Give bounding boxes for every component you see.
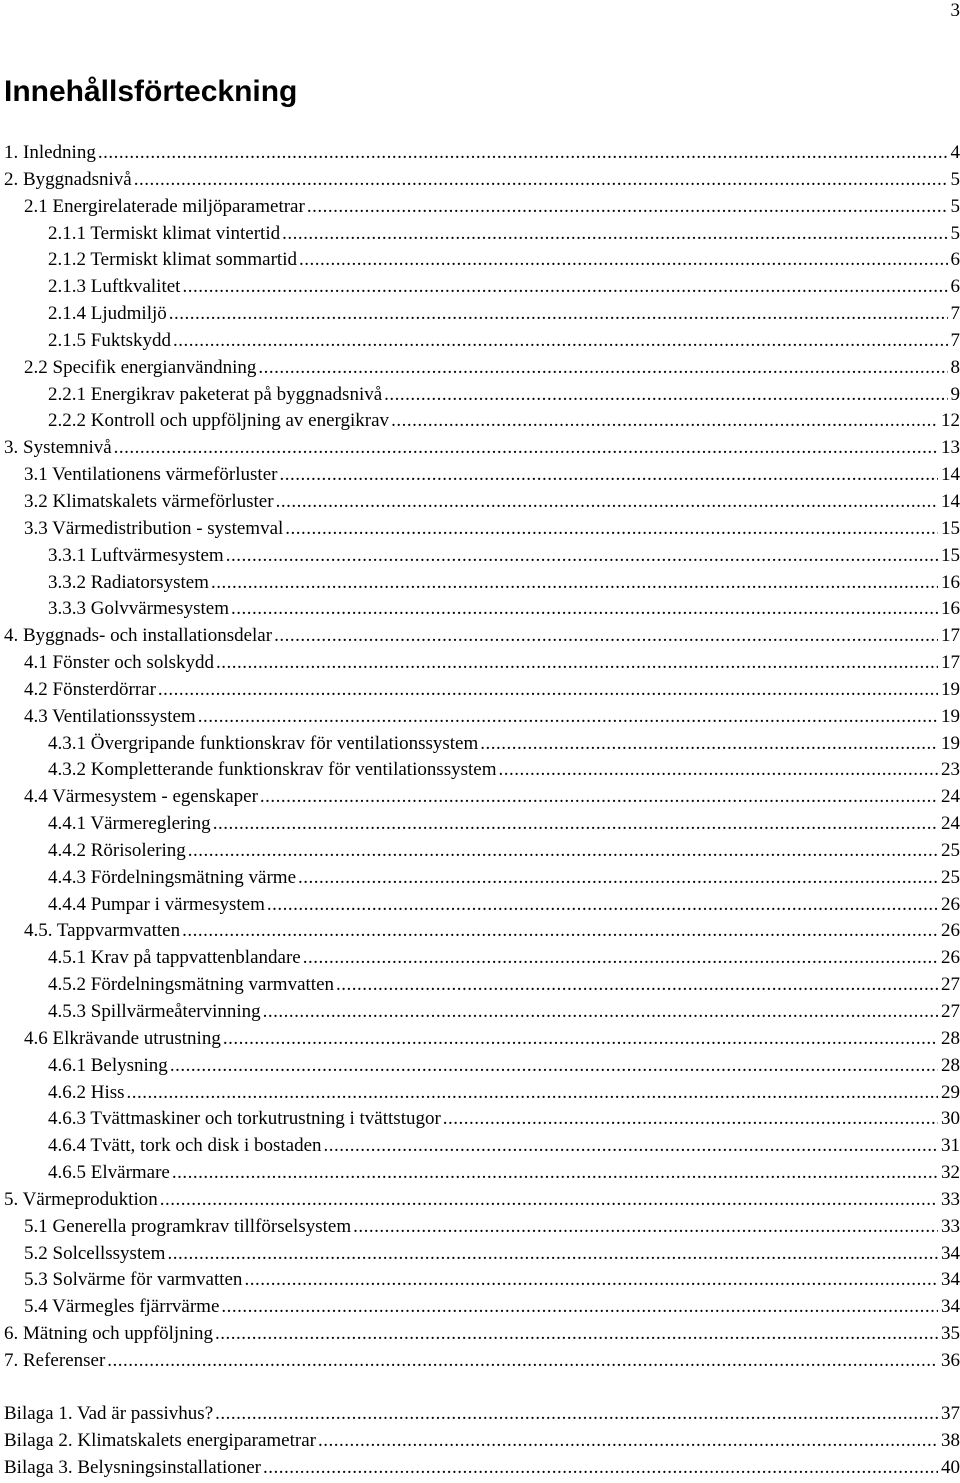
dot-leader bbox=[285, 516, 938, 543]
toc-entry-label: 4.4.2 Rörisolering bbox=[48, 839, 186, 861]
toc-entry[interactable] bbox=[0, 757, 960, 784]
toc-entry[interactable] bbox=[0, 355, 960, 382]
dot-leader bbox=[169, 301, 948, 328]
dot-leader bbox=[114, 435, 938, 462]
toc-entry-label: 4.6.5 Elvärmare bbox=[48, 1162, 170, 1184]
toc-entry-page: 25 bbox=[941, 866, 960, 888]
toc-entry-label: 7. Referenser bbox=[4, 1349, 106, 1371]
toc-entry[interactable] bbox=[0, 1187, 960, 1214]
toc-entry[interactable] bbox=[0, 140, 960, 167]
dot-leader bbox=[299, 247, 948, 274]
toc-entry[interactable] bbox=[0, 435, 960, 462]
toc-entry-page: 12 bbox=[941, 410, 960, 432]
toc-entry[interactable] bbox=[0, 221, 960, 248]
toc-entry[interactable] bbox=[0, 972, 960, 999]
dot-leader bbox=[391, 408, 938, 435]
dot-leader bbox=[167, 1241, 938, 1268]
toc-entry-label: Bilaga 3. Belysningsinstallationer bbox=[4, 1456, 261, 1478]
toc-entry[interactable] bbox=[0, 811, 960, 838]
dot-leader bbox=[318, 1428, 938, 1455]
toc-entry-label: 4.4.3 Fördelningsmätning värme bbox=[48, 866, 297, 888]
toc-entry-page: 37 bbox=[941, 1402, 960, 1424]
toc-entry-label: 2.1.5 Fuktskydd bbox=[48, 329, 171, 351]
dot-leader bbox=[276, 489, 938, 516]
toc-entry-label: 4.6.1 Belysning bbox=[48, 1054, 168, 1076]
dot-leader bbox=[231, 596, 938, 623]
dot-leader bbox=[303, 945, 938, 972]
appendix-entry[interactable] bbox=[0, 1428, 960, 1455]
toc-entry[interactable] bbox=[0, 274, 960, 301]
dot-leader bbox=[298, 865, 938, 892]
toc-entry-label: 4.2 Fönsterdörrar bbox=[24, 678, 156, 700]
toc-entry-page: 17 bbox=[941, 625, 960, 647]
toc-entry-page: 27 bbox=[941, 1001, 960, 1022]
toc-entry-label: 5.2 Solcellssystem bbox=[24, 1242, 166, 1264]
dot-leader bbox=[216, 650, 938, 677]
toc-entry-page: 29 bbox=[941, 1081, 960, 1103]
toc-entry[interactable] bbox=[0, 677, 960, 704]
toc-entry-page: 30 bbox=[941, 1108, 960, 1130]
toc-entry-page: 16 bbox=[941, 598, 960, 620]
toc-entry[interactable] bbox=[0, 1214, 960, 1241]
toc-entry-page: 5 bbox=[950, 222, 960, 244]
toc-entry[interactable] bbox=[0, 704, 960, 731]
toc-entry-label: 3.3.3 Golvvärmesystem bbox=[48, 598, 230, 620]
toc-entry-page: 26 bbox=[941, 920, 960, 942]
page-title: Innehållsförteckning bbox=[4, 75, 298, 108]
toc-entry[interactable] bbox=[0, 194, 960, 221]
dot-leader bbox=[223, 1026, 938, 1053]
dot-leader bbox=[173, 328, 948, 355]
table-of-contents bbox=[0, 140, 960, 1481]
dot-leader bbox=[260, 784, 938, 811]
toc-entry-page: 32 bbox=[941, 1162, 960, 1184]
toc-entry-label: 2.1.2 Termiskt klimat sommartid bbox=[48, 249, 297, 271]
toc-entry[interactable] bbox=[0, 543, 960, 570]
toc-entry[interactable] bbox=[0, 1106, 960, 1133]
toc-entry[interactable] bbox=[0, 167, 960, 194]
toc-entry[interactable] bbox=[0, 623, 960, 650]
toc-entry-label: 2. Byggnadsnivå bbox=[4, 168, 132, 190]
toc-entry-page: 17 bbox=[941, 652, 960, 674]
dot-leader bbox=[198, 704, 938, 731]
toc-entry-label: 5.1 Generella programkrav tillförselsystem bbox=[24, 1215, 352, 1237]
dot-leader bbox=[182, 918, 938, 945]
page-number-text: 3 bbox=[950, 0, 960, 21]
section-spacer bbox=[0, 1375, 960, 1401]
dot-leader bbox=[211, 570, 938, 597]
toc-entry[interactable] bbox=[0, 247, 960, 274]
toc-entry-page: 36 bbox=[941, 1349, 960, 1371]
dot-leader bbox=[107, 1348, 938, 1375]
toc-entry-label: 3.3 Värmedistribution - systemval bbox=[24, 517, 284, 539]
toc-entry-label: 4.5.2 Fördelningsmätning varmvatten bbox=[48, 974, 335, 996]
toc-entry-page: 27 bbox=[941, 974, 960, 996]
toc-entry-label: 6. Mätning och uppföljning bbox=[4, 1323, 213, 1345]
toc-entry[interactable] bbox=[0, 596, 960, 623]
toc-entry-label: 4.3.1 Övergripande funktionskrav för ventilationssystem bbox=[48, 732, 479, 754]
toc-entry[interactable] bbox=[0, 489, 960, 516]
dot-leader bbox=[258, 355, 947, 382]
toc-entry-label: 3.1 Ventilationens värmeförluster bbox=[24, 464, 278, 486]
toc-entry[interactable] bbox=[0, 462, 960, 489]
toc-entry-page: 26 bbox=[941, 893, 960, 915]
toc-entry-page: 34 bbox=[941, 1296, 960, 1318]
toc-entry-page: 5 bbox=[950, 195, 960, 217]
toc-entry-label: 2.2.1 Energikrav paketerat på byggnadsnivå bbox=[48, 383, 383, 405]
toc-entry[interactable] bbox=[0, 516, 960, 543]
toc-entry-page: 16 bbox=[941, 571, 960, 593]
dot-leader bbox=[244, 1267, 938, 1294]
dot-leader bbox=[263, 999, 938, 1026]
toc-entry-page: 33 bbox=[941, 1188, 960, 1210]
toc-entry-label: 2.1.3 Luftkvalitet bbox=[48, 276, 181, 298]
dot-leader bbox=[172, 1160, 938, 1187]
toc-entry-label: 4.3.2 Kompletterande funktionskrav för ventilationssystem bbox=[48, 759, 497, 781]
dot-leader bbox=[127, 1080, 938, 1107]
toc-entry-page: 26 bbox=[941, 947, 960, 969]
dot-leader bbox=[307, 194, 948, 221]
toc-entry[interactable] bbox=[0, 731, 960, 758]
toc-entry-label: 5.3 Solvärme för varmvatten bbox=[24, 1269, 243, 1291]
dot-leader bbox=[263, 1455, 938, 1482]
dot-leader bbox=[160, 1187, 938, 1214]
toc-entry-label: Bilaga 1. Vad är passivhus? bbox=[4, 1402, 214, 1424]
toc-entry[interactable] bbox=[0, 918, 960, 945]
dot-leader bbox=[215, 1401, 938, 1428]
toc-entry[interactable] bbox=[0, 328, 960, 355]
dot-leader bbox=[226, 543, 938, 570]
toc-entry-label: 3. Systemnivå bbox=[4, 437, 112, 459]
toc-entry-page: 19 bbox=[941, 732, 960, 754]
toc-entry[interactable] bbox=[0, 892, 960, 919]
toc-entry-label: 4.4.1 Värmereglering bbox=[48, 813, 211, 835]
toc-entry-page: 14 bbox=[941, 464, 960, 486]
dot-leader bbox=[170, 1053, 938, 1080]
toc-entry[interactable] bbox=[0, 1026, 960, 1053]
dot-leader bbox=[182, 274, 947, 301]
appendix-entry[interactable] bbox=[0, 1401, 960, 1428]
toc-entry-label: 4.3 Ventilationssystem bbox=[24, 705, 196, 727]
toc-entry-label: Bilaga 2. Klimatskalets energiparametrar bbox=[4, 1429, 316, 1451]
toc-entry-page: 28 bbox=[941, 1027, 960, 1049]
toc-entry-label: 2.2.2 Kontroll och uppföljning av energikrav bbox=[48, 410, 390, 432]
dot-leader bbox=[98, 140, 948, 167]
toc-entry-page: 19 bbox=[941, 678, 960, 700]
toc-entry-page: 28 bbox=[941, 1054, 960, 1076]
toc-entry-label: 4.5.3 Spillvärmeåtervinning bbox=[48, 1001, 261, 1022]
toc-entry-page: 24 bbox=[941, 813, 960, 835]
toc-entry-label: 4.4.4 Pumpar i värmesystem bbox=[48, 893, 265, 915]
dot-leader bbox=[480, 731, 938, 758]
toc-entry[interactable] bbox=[0, 1241, 960, 1268]
toc-entry[interactable] bbox=[0, 1348, 960, 1375]
toc-entry-page: 15 bbox=[941, 517, 960, 539]
toc-entry[interactable] bbox=[0, 865, 960, 892]
toc-entry[interactable] bbox=[0, 1160, 960, 1187]
toc-entry-label: 4.6 Elkrävande utrustning bbox=[24, 1027, 221, 1049]
dot-leader bbox=[279, 462, 938, 489]
toc-entry-page: 24 bbox=[941, 786, 960, 808]
dot-leader bbox=[499, 757, 938, 784]
toc-entry[interactable] bbox=[0, 838, 960, 865]
dot-leader bbox=[188, 838, 938, 865]
toc-entry[interactable] bbox=[0, 784, 960, 811]
toc-entry[interactable] bbox=[0, 1133, 960, 1160]
toc-entry-page: 31 bbox=[941, 1135, 960, 1157]
toc-entry-page: 6 bbox=[950, 249, 960, 271]
toc-entry-label: 2.2 Specifik energianvändning bbox=[24, 356, 257, 378]
toc-entry-page: 34 bbox=[941, 1242, 960, 1264]
toc-entry-label: 5.4 Värmegles fjärrvärme bbox=[24, 1296, 220, 1318]
dot-leader bbox=[213, 811, 938, 838]
toc-entry-label: 2.1.1 Termiskt klimat vintertid bbox=[48, 222, 281, 244]
toc-entry-page: 25 bbox=[941, 839, 960, 861]
dot-leader bbox=[443, 1106, 938, 1133]
page-number bbox=[0, 0, 960, 22]
toc-entry-label: 4.6.3 Tvättmaskiner och torkutrustning i tvättstugor bbox=[48, 1108, 441, 1130]
toc-entry[interactable] bbox=[0, 408, 960, 435]
toc-entry[interactable] bbox=[0, 1267, 960, 1294]
toc-entry-page: 33 bbox=[941, 1215, 960, 1237]
toc-entry-page: 4 bbox=[950, 142, 960, 163]
toc-entry-label: 2.1 Energirelaterade miljöparametrar bbox=[24, 195, 305, 217]
dot-leader bbox=[215, 1321, 938, 1348]
toc-entry[interactable] bbox=[0, 1053, 960, 1080]
dot-leader bbox=[282, 221, 947, 248]
toc-entry-page: 13 bbox=[941, 437, 960, 459]
toc-entry-page: 14 bbox=[941, 490, 960, 512]
toc-entry-label: 4.4 Värmesystem - egenskaper bbox=[24, 786, 258, 808]
toc-entry-page: 7 bbox=[950, 329, 960, 351]
toc-entry[interactable] bbox=[0, 1294, 960, 1321]
toc-entry[interactable] bbox=[0, 1321, 960, 1348]
toc-entry-label: 4.1 Fönster och solskydd bbox=[24, 652, 214, 674]
dot-leader bbox=[221, 1294, 938, 1321]
dot-leader bbox=[384, 382, 947, 409]
toc-entry-label: 5. Värmeproduktion bbox=[4, 1188, 158, 1210]
toc-entry[interactable] bbox=[0, 999, 960, 1026]
toc-entry-page: 40 bbox=[941, 1456, 960, 1478]
toc-entry-label: 3.3.2 Radiatorsystem bbox=[48, 571, 209, 593]
dot-leader bbox=[324, 1133, 938, 1160]
toc-entry-label: 4.5.1 Krav på tappvattenblandare bbox=[48, 947, 301, 969]
toc-entry-page: 9 bbox=[950, 383, 960, 405]
toc-entry-label: 1. Inledning bbox=[4, 142, 96, 163]
toc-entry-page: 15 bbox=[941, 544, 960, 566]
toc-entry-label: 3.3.1 Luftvärmesystem bbox=[48, 544, 224, 566]
dot-leader bbox=[336, 972, 938, 999]
toc-entry[interactable] bbox=[0, 1080, 960, 1107]
toc-entry-page: 23 bbox=[941, 759, 960, 781]
toc-entry-page: 7 bbox=[950, 303, 960, 325]
dot-leader bbox=[353, 1214, 938, 1241]
toc-entry-label: 4.5. Tappvarmvatten bbox=[24, 920, 181, 942]
toc-entry-page: 6 bbox=[950, 276, 960, 298]
toc-entry-label: 4.6.2 Hiss bbox=[48, 1081, 125, 1103]
toc-entry[interactable] bbox=[0, 945, 960, 972]
toc-entry-label: 4.6.4 Tvätt, tork och disk i bostaden bbox=[48, 1135, 322, 1157]
dot-leader bbox=[274, 623, 938, 650]
toc-entry-label: 2.1.4 Ljudmiljö bbox=[48, 303, 167, 325]
toc-entry-label: 3.2 Klimatskalets värmeförluster bbox=[24, 490, 274, 512]
toc-entry-label: 4. Byggnads- och installationsdelar bbox=[4, 625, 273, 647]
dot-leader bbox=[158, 677, 938, 704]
toc-entry-page: 34 bbox=[941, 1269, 960, 1291]
toc-entry-page: 5 bbox=[950, 168, 960, 190]
dot-leader bbox=[267, 892, 938, 919]
toc-entry[interactable] bbox=[0, 570, 960, 597]
toc-entry[interactable] bbox=[0, 382, 960, 409]
toc-entry-page: 8 bbox=[950, 356, 960, 378]
appendix-entry[interactable] bbox=[0, 1455, 960, 1482]
toc-entry[interactable] bbox=[0, 301, 960, 328]
toc-entry[interactable] bbox=[0, 650, 960, 677]
dot-leader bbox=[134, 167, 948, 194]
toc-entry-page: 19 bbox=[941, 705, 960, 727]
toc-entry-page: 38 bbox=[941, 1429, 960, 1451]
toc-entry-page: 35 bbox=[941, 1323, 960, 1345]
